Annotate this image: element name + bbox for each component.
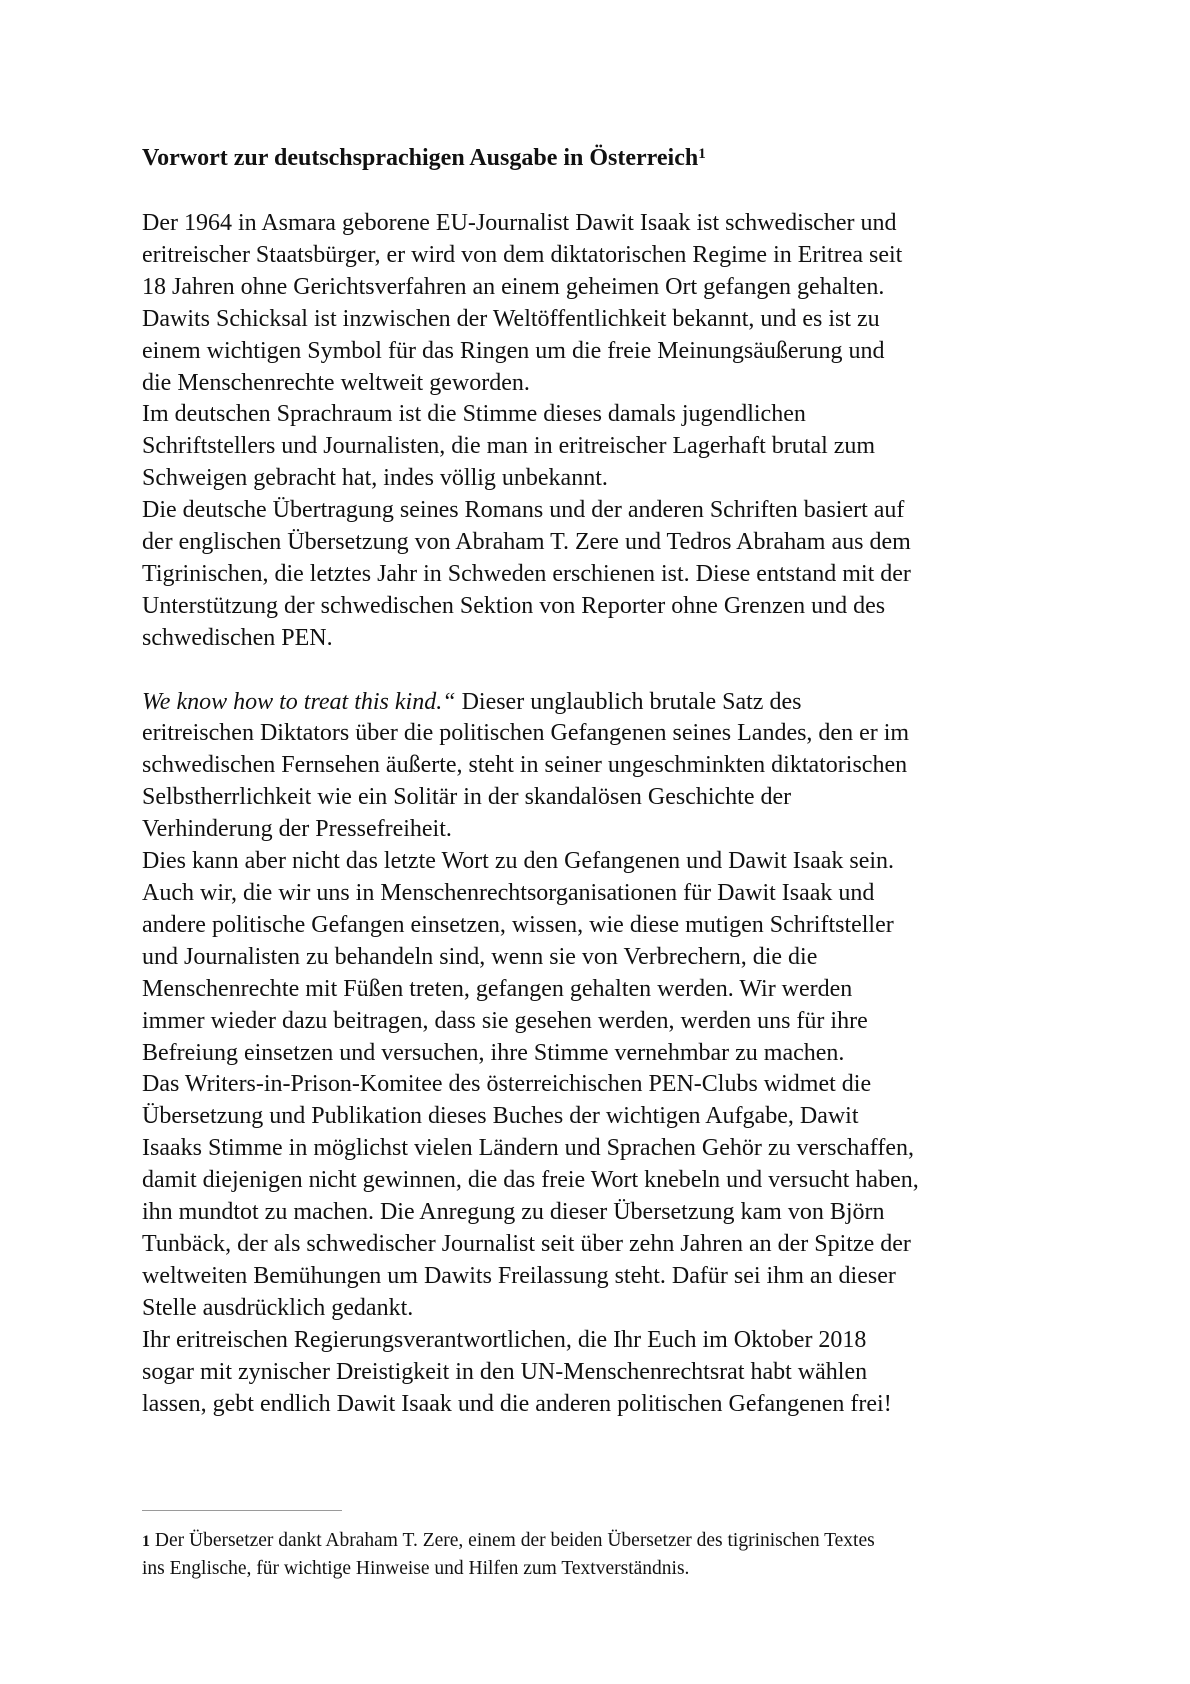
body-text (142, 208, 1072, 1420)
footnote (142, 1527, 1072, 1582)
page-title-text: Vorwort zur deutschsprachigen Ausgabe in Österreich (142, 145, 699, 171)
text-line: Unterstützung der schwedischen Sektion von Reporter ohne Grenzen und des (142, 592, 886, 619)
text-line: eritreischer Staatsbürger, er wird von dem diktatorischen Regime in Eritrea seit (142, 241, 903, 268)
text-line: Dies kann aber nicht das letzte Wort zu den Gefangenen und Dawit Isaak sein. (142, 848, 895, 875)
text-line: Verhinderung der Pressefreiheit. (142, 816, 452, 843)
text-line: Isaaks Stimme in möglichst vielen Ländern und Sprachen Gehör zu verschaffen, (142, 1135, 914, 1162)
text-line: sogar mit zynischer Dreistigkeit in den UN-Menschenrechtsrat habt wählen (142, 1358, 868, 1385)
text-line: Im deutschen Sprachraum ist die Stimme dieses damals jugendlichen (142, 401, 806, 428)
footnote-line (142, 1527, 1072, 1555)
quote-italic: We know how to treat this kind.“ (142, 688, 456, 715)
text-line: Menschenrechte mit Füßen treten, gefangen gehalten werden. Wir werden (142, 975, 853, 1002)
text-line: die Menschenrechte weltweit geworden. (142, 369, 530, 396)
text-line: Selbstherrlichkeit wie ein Solitär in der skandalösen Geschichte der (142, 784, 792, 811)
text-line: ihn mundtot zu machen. Die Anregung zu dieser Übersetzung kam von Björn (142, 1199, 885, 1226)
footnote-text: Der Übersetzer dankt Abraham T. Zere, einem der beiden Übersetzer des tigrinischen Textes (150, 1530, 875, 1551)
text-line: Befreiung einsetzen und versuchen, ihre Stimme vernehmbar zu machen. (142, 1039, 845, 1066)
text-line: Stelle ausdrücklich gedankt. (142, 1294, 414, 1321)
text-line: Tunbäck, der als schwedischer Journalist seit über zehn Jahren an der Spitze der (142, 1230, 911, 1257)
footnote-line: ins Englische, für wichtige Hinweise und Hilfen zum Textverständnis. (142, 1558, 690, 1579)
text-line: 18 Jahren ohne Gerichtsverfahren an einem geheimen Ort gefangen gehalten. (142, 273, 885, 300)
text-line: Auch wir, die wir uns in Menschenrechtsorganisationen für Dawit Isaak und (142, 880, 875, 907)
footnote-divider (142, 1510, 342, 1511)
text-line: Schriftstellers und Journalisten, die man in eritreischer Lagerhaft brutal zum (142, 433, 876, 460)
text-line: Die deutsche Übertragung seines Romans und der anderen Schriften basiert auf (142, 497, 905, 524)
text-line: weltweiten Bemühungen um Dawits Freilassung steht. Dafür sei ihm an dieser (142, 1262, 896, 1289)
text-line: schwedischen Fernsehen äußerte, steht in seiner ungeschminkten diktatorischen (142, 752, 908, 779)
quote-line (142, 687, 1072, 719)
title-footnote-marker[interactable]: 1 (698, 146, 706, 162)
text-line: Tigrinischen, die letztes Jahr in Schweden erschienen ist. Diese entstand mit der (142, 560, 911, 587)
text-line: Übersetzung und Publikation dieses Buches der wichtigen Aufgabe, Dawit (142, 1103, 859, 1130)
text-line: Ihr eritreischen Regierungsverantwortlichen, die Ihr Euch im Oktober 2018 (142, 1326, 867, 1353)
text-line: einem wichtigen Symbol für das Ringen um die freie Meinungsäußerung und (142, 337, 885, 364)
text-line: immer wieder dazu beitragen, dass sie gesehen werden, werden uns für ihre (142, 1007, 868, 1034)
text-line: lassen, gebt endlich Dawit Isaak und die anderen politischen Gefangenen frei! (142, 1390, 892, 1417)
text-line: damit diejenigen nicht gewinnen, die das freie Wort knebeln und versucht haben, (142, 1167, 919, 1194)
text-line: Schweigen gebracht hat, indes völlig unbekannt. (142, 465, 608, 492)
text-line: Das Writers-in-Prison-Komitee des österreichischen PEN-Clubs widmet die (142, 1071, 872, 1098)
text-line: und Journalisten zu behandeln sind, wenn sie von Verbrechern, die die (142, 943, 818, 970)
text-line: eritreischen Diktators über die politischen Gefangenen seines Landes, den er im (142, 720, 910, 747)
text-line: Der 1964 in Asmara geborene EU-Journalist Dawit Isaak ist schwedischer und (142, 210, 897, 236)
footnote-marker: 1 (142, 1533, 150, 1550)
page-title (142, 143, 706, 173)
text-line: Dawits Schicksal ist inzwischen der Weltöffentlichkeit bekannt, und es ist zu (142, 305, 880, 332)
quote-rest: Dieser unglaublich brutale Satz des (455, 688, 802, 715)
text-line: der englischen Übersetzung von Abraham T. Zere und Tedros Abraham aus dem (142, 529, 911, 556)
text-line: schwedischen PEN. (142, 624, 333, 651)
text-line: andere politische Gefangen einsetzen, wissen, wie diese mutigen Schriftsteller (142, 911, 894, 938)
